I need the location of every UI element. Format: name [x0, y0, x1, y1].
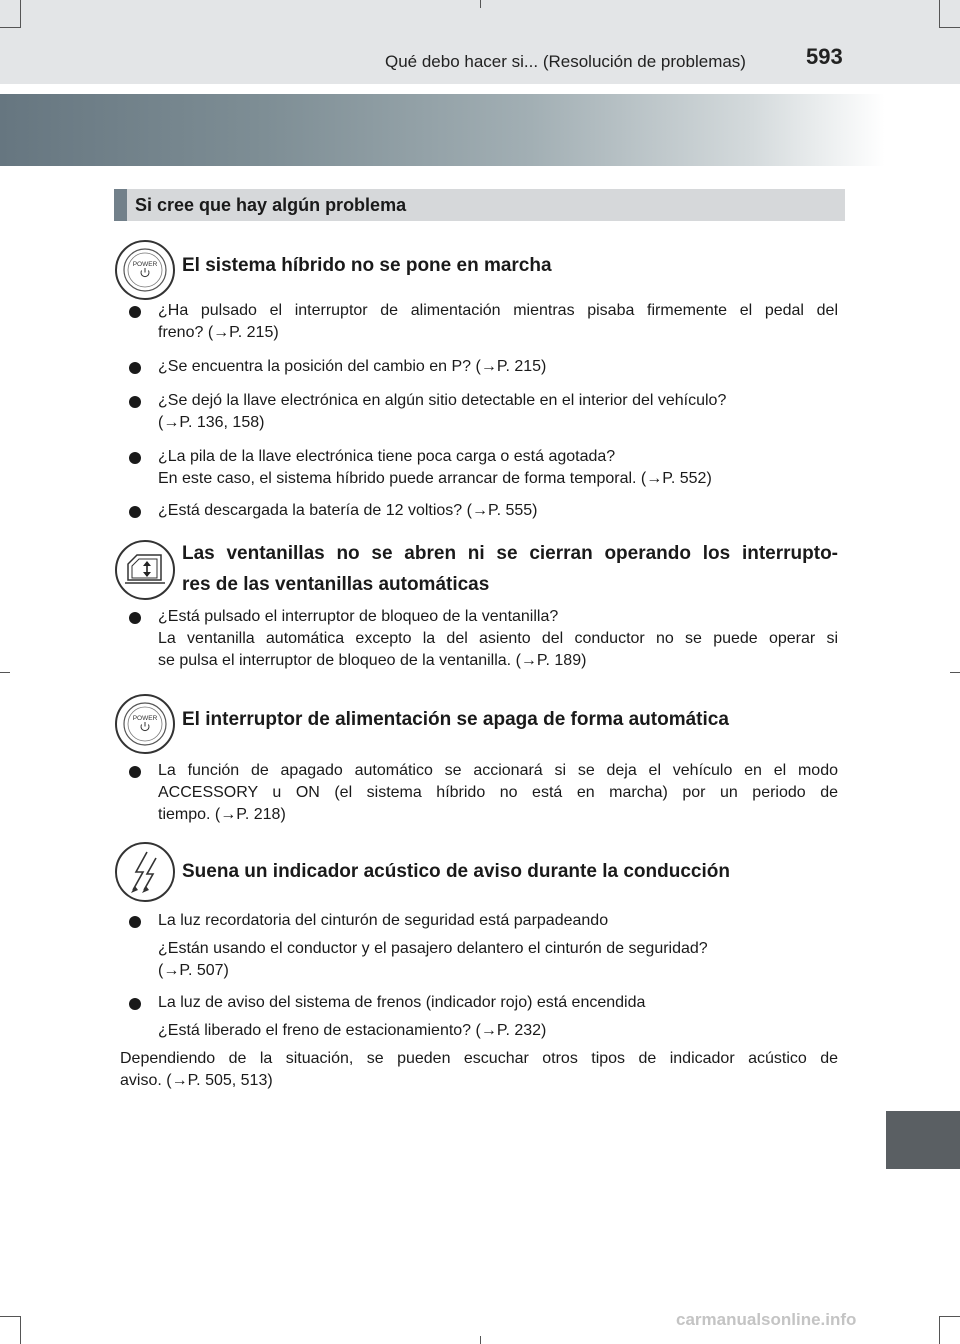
crop-mark	[0, 27, 20, 28]
list-item: La luz recordatoria del cinturón de seguridad está parpadeando	[158, 912, 609, 929]
crop-mark	[480, 0, 481, 8]
list-item-detail: ¿Está liberado el freno de estacionamiento? (→P. 232)	[158, 1022, 547, 1039]
topic-heading: Las ventanillas no se abren ni se cierran operando los interrupto- res de las ventanillas automáticas	[182, 543, 838, 595]
crop-mark	[20, 1316, 21, 1344]
power-button-icon	[115, 694, 175, 754]
bullet	[129, 396, 141, 408]
crop-mark	[20, 0, 21, 28]
crop-mark	[939, 1316, 940, 1344]
crop-mark	[0, 672, 10, 673]
list-item: ¿Se encuentra la posición del cambio en P? (→P. 215)	[158, 358, 547, 375]
topic-heading: El interruptor de alimentación se apaga de forma automática	[182, 709, 729, 730]
list-item: ¿La pila de la llave electrónica tiene poca carga o está agotada? En este caso, el sistema híbrido puede arrancar de forma temporal. (→P. 552)	[158, 448, 712, 487]
crop-mark	[940, 27, 960, 28]
list-item: La luz de aviso del sistema de frenos (indicador rojo) está encendida	[158, 994, 646, 1011]
running-header: Qué debo hacer si... (Resolución de problemas)	[385, 52, 746, 71]
power-label: POWER	[132, 715, 158, 722]
bullet	[129, 306, 141, 318]
topic-heading: El sistema híbrido no se pone en marcha	[182, 255, 552, 276]
note-paragraph: Dependiendo de la situación, se pueden escuchar otros tipos de indicador acústico de aviso. (→P. 505, 513)	[120, 1050, 838, 1089]
crop-mark	[480, 1336, 481, 1344]
list-item: ¿Ha pulsado el interruptor de alimentación mientras pisaba firmemente el pedal del freno? (→P. 215)	[158, 302, 838, 341]
chapter-band	[0, 94, 885, 166]
window-switch-icon	[115, 540, 175, 600]
list-item: La función de apagado automático se accionará si se deja el vehículo en el modo ACCESSORY u ON (el sistema híbrido no está en marcha) por un periodo de tiempo. (→P. 218)	[158, 762, 838, 823]
list-item: ¿Está pulsado el interruptor de bloqueo de la ventanilla? La ventanilla automática excepto la del asiento del conductor no se puede operar si se pulsa el interruptor de bloqueo de la ventanilla. (→P. 189)	[158, 608, 838, 669]
list-item: ¿Se dejó la llave electrónica en algún sitio detectable en el interior del vehículo? (→P. 136, 158)	[158, 392, 727, 431]
bullet	[129, 452, 141, 464]
section-title-bar	[114, 189, 845, 221]
power-label: POWER	[132, 261, 158, 268]
warning-buzzer-icon	[115, 842, 175, 902]
bullet	[129, 998, 141, 1010]
bullet	[129, 916, 141, 928]
bullet	[129, 362, 141, 374]
power-button-icon	[115, 240, 175, 300]
list-item-detail: ¿Están usando el conductor y el pasajero delantero el cinturón de seguridad? (→P. 507)	[158, 940, 708, 979]
section-title: Si cree que hay algún problema	[135, 195, 407, 215]
topic-heading: Suena un indicador acústico de aviso durante la conducción	[182, 861, 730, 882]
page-number: 593	[806, 44, 843, 69]
crop-mark	[950, 672, 960, 673]
chapter-side-tab	[886, 1111, 960, 1169]
crop-mark	[0, 1316, 20, 1317]
bullet	[129, 612, 141, 624]
crop-mark	[939, 0, 940, 28]
list-item: ¿Está descargada la batería de 12 voltios? (→P. 555)	[158, 502, 538, 519]
bullet	[129, 506, 141, 518]
crop-mark	[940, 1316, 960, 1317]
bullet	[129, 766, 141, 778]
watermark-text: carmanualsonline.info	[676, 1310, 857, 1329]
